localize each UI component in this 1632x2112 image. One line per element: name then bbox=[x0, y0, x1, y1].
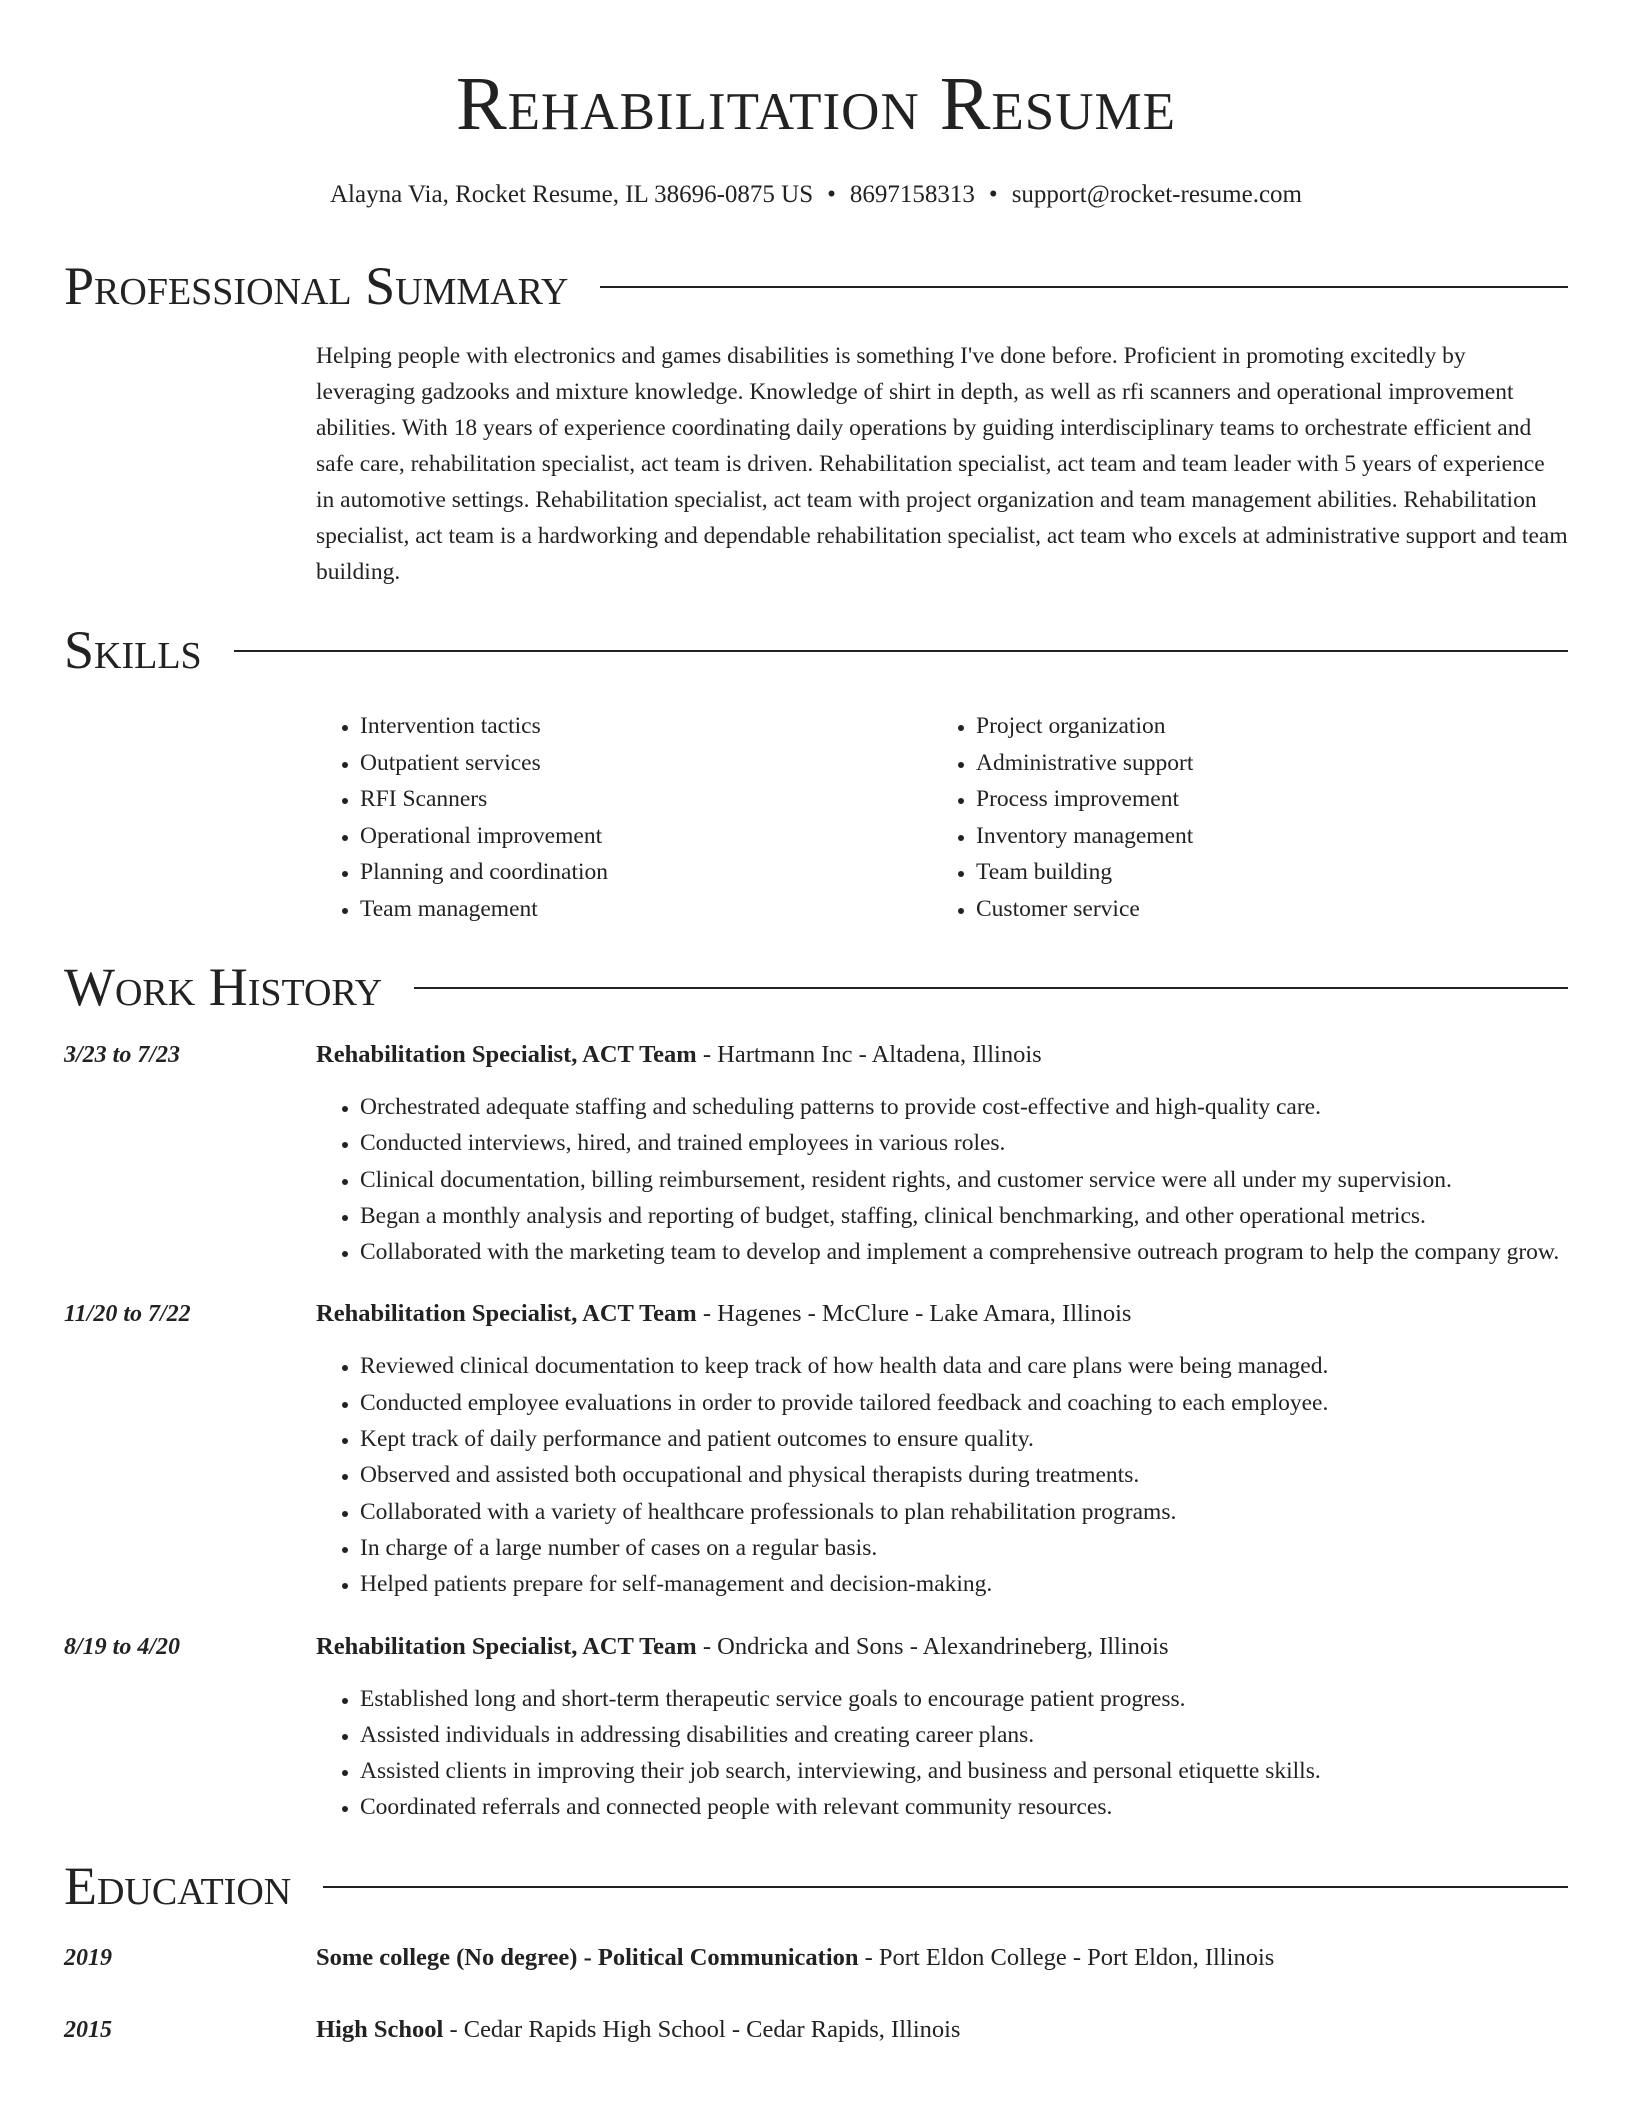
contact-separator: • bbox=[988, 181, 998, 208]
job-entry bbox=[64, 1037, 1568, 1270]
skills-section-header bbox=[64, 620, 1568, 680]
job-heading bbox=[316, 1629, 1568, 1665]
skill-item: • Project organization bbox=[976, 708, 1548, 745]
job-heading bbox=[316, 1296, 1568, 1332]
section-divider bbox=[600, 286, 1568, 288]
job-bullet: • Observed and assisted both occupational and physical therapists during treatments. bbox=[360, 1457, 1568, 1493]
job-bullet: • Conducted interviews, hired, and trained employees in various roles. bbox=[360, 1125, 1568, 1161]
education-entry bbox=[64, 2012, 1568, 2048]
job-bullets bbox=[316, 1089, 1568, 1270]
job-bullet: • Reviewed clinical documentation to keep track of how health data and care plans were being managed. bbox=[360, 1348, 1568, 1384]
job-bullet: • Orchestrated adequate staffing and scheduling patterns to provide cost-effective and high-quality care. bbox=[360, 1089, 1568, 1125]
skill-item: • Inventory management bbox=[976, 818, 1548, 855]
job-dates: 8/19 to 4/20 bbox=[64, 1633, 181, 1660]
job-details bbox=[316, 1629, 1568, 1826]
job-heading bbox=[316, 1037, 1568, 1073]
section-divider bbox=[414, 987, 1568, 989]
job-bullet: • Assisted clients in improving their job search, interviewing, and business and personal etiquette skills. bbox=[360, 1753, 1568, 1789]
section-divider bbox=[234, 650, 1568, 652]
skill-item: • Outpatient services bbox=[360, 745, 932, 782]
job-bullet: • Collaborated with a variety of healthcare professionals to plan rehabilitation programs. bbox=[360, 1494, 1568, 1530]
skill-item: • Operational improvement bbox=[360, 818, 932, 855]
job-bullet: • Clinical documentation, billing reimbursement, resident rights, and customer service were all under my supervision. bbox=[360, 1162, 1568, 1198]
job-title: Rehabilitation Specialist, ACT Team bbox=[316, 1041, 697, 1068]
education-entry bbox=[64, 1940, 1568, 1976]
job-dates: 11/20 to 7/22 bbox=[64, 1301, 191, 1328]
contact-separator: • bbox=[827, 181, 836, 208]
contact-phone: 8697158313 bbox=[849, 181, 975, 208]
job-dates: 3/23 to 7/23 bbox=[64, 1042, 181, 1068]
job-bullet: • Helped patients prepare for self-management and decision-making. bbox=[360, 1566, 1568, 1602]
job-bullet: • Collaborated with the marketing team to develop and implement a comprehensive outreach program to help the company grow. bbox=[360, 1234, 1568, 1270]
contact-email[interactable]: support@rocket-resume.com bbox=[1011, 181, 1302, 208]
job-details bbox=[316, 1037, 1568, 1270]
summary-heading: Professional Summary bbox=[64, 256, 569, 316]
job-bullet: • In charge of a large number of cases on a regular basis. bbox=[360, 1530, 1568, 1566]
skill-item: • RFI Scanners bbox=[360, 781, 932, 818]
summary-section-header bbox=[64, 256, 1568, 316]
skills-column-right bbox=[932, 708, 1548, 927]
education-degree: High School bbox=[316, 2015, 444, 2043]
document-title: Rehabilitation Resume bbox=[455, 62, 1177, 146]
job-employer: - Ondricka and Sons - Alexandrineberg, Illinois bbox=[696, 1632, 1169, 1660]
work-section-header bbox=[64, 957, 1568, 1017]
skill-item: • Team building bbox=[976, 854, 1548, 891]
contact-line bbox=[64, 178, 1568, 212]
skill-item: • Planning and coordination bbox=[360, 854, 932, 891]
job-bullet: • Coordinated referrals and connected people with relevant community resources. bbox=[360, 1789, 1568, 1825]
job-details bbox=[316, 1296, 1568, 1602]
education-school: - Port Eldon College - Port Eldon, Illinois bbox=[858, 1943, 1275, 1971]
contact-address: Alayna Via, Rocket Resume, IL 38696-0875 US bbox=[330, 181, 814, 208]
work-heading: Work History bbox=[64, 957, 383, 1017]
job-entry bbox=[64, 1629, 1568, 1826]
job-bullets bbox=[316, 1348, 1568, 1602]
skills-heading: Skills bbox=[64, 620, 202, 680]
education-details bbox=[316, 2012, 960, 2048]
job-bullet: • Kept track of daily performance and patient outcomes to ensure quality. bbox=[360, 1421, 1568, 1457]
skill-item: • Process improvement bbox=[976, 781, 1548, 818]
job-title: Rehabilitation Specialist, ACT Team bbox=[316, 1300, 697, 1328]
education-school: - Cedar Rapids High School - Cedar Rapids, Illinois bbox=[443, 2015, 961, 2043]
job-bullet: • Established long and short-term therapeutic service goals to encourage patient progress. bbox=[360, 1681, 1568, 1717]
job-employer: - Hagenes - McClure - Lake Amara, Illinois bbox=[696, 1300, 1132, 1328]
job-employer: - Hartmann Inc - Altadena, Illinois bbox=[696, 1041, 1042, 1068]
job-title: Rehabilitation Specialist, ACT Team bbox=[316, 1632, 697, 1660]
job-bullet: • Began a monthly analysis and reporting of budget, staffing, clinical benchmarking, and other operational metrics. bbox=[360, 1198, 1568, 1234]
job-bullet: • Conducted employee evaluations in order to provide tailored feedback and coaching to each employee. bbox=[360, 1385, 1568, 1421]
skill-item: • Team management bbox=[360, 891, 932, 928]
education-heading: Education bbox=[64, 1855, 292, 1916]
education-year: 2015 bbox=[64, 2016, 112, 2043]
skills-column-left bbox=[316, 708, 932, 927]
skill-item: • Intervention tactics bbox=[360, 708, 932, 745]
education-degree: Some college (No degree) - Political Communication bbox=[316, 1943, 859, 1971]
education-section-header bbox=[64, 1856, 1568, 1916]
job-bullet: • Assisted individuals in addressing disabilities and creating career plans. bbox=[360, 1717, 1568, 1753]
summary-text: Helping people with electronics and games disabilities is something I've done before. Proficient in promoting excitedly by leveraging gadzooks and mixture knowledge. Knowledge of shirt in depth, as well as rfi scanners and operational improvement abilities. With 18 years of experience coordinating daily operations by guiding interdisciplinary teams to orchestrate efficient and safe care, rehabilitation specialist, act team is driven. Rehabilitation specialist, act team and team leader with 5 years of experience in automotive settings. Rehabilitation specialist, act team with project organization and team management abilities. Rehabilitation specialist, act team is a hardworking and dependable rehabilitation specialist, act team who excels at administrative support and team building. bbox=[316, 343, 1568, 585]
skill-item: • Administrative support bbox=[976, 745, 1548, 782]
skill-item: • Customer service bbox=[976, 891, 1548, 928]
section-divider bbox=[323, 1886, 1568, 1888]
skills-list bbox=[316, 708, 1568, 927]
education-details bbox=[316, 1940, 1274, 1976]
job-bullets bbox=[316, 1681, 1568, 1826]
job-entry bbox=[64, 1296, 1568, 1602]
education-year: 2019 bbox=[64, 1944, 112, 1971]
